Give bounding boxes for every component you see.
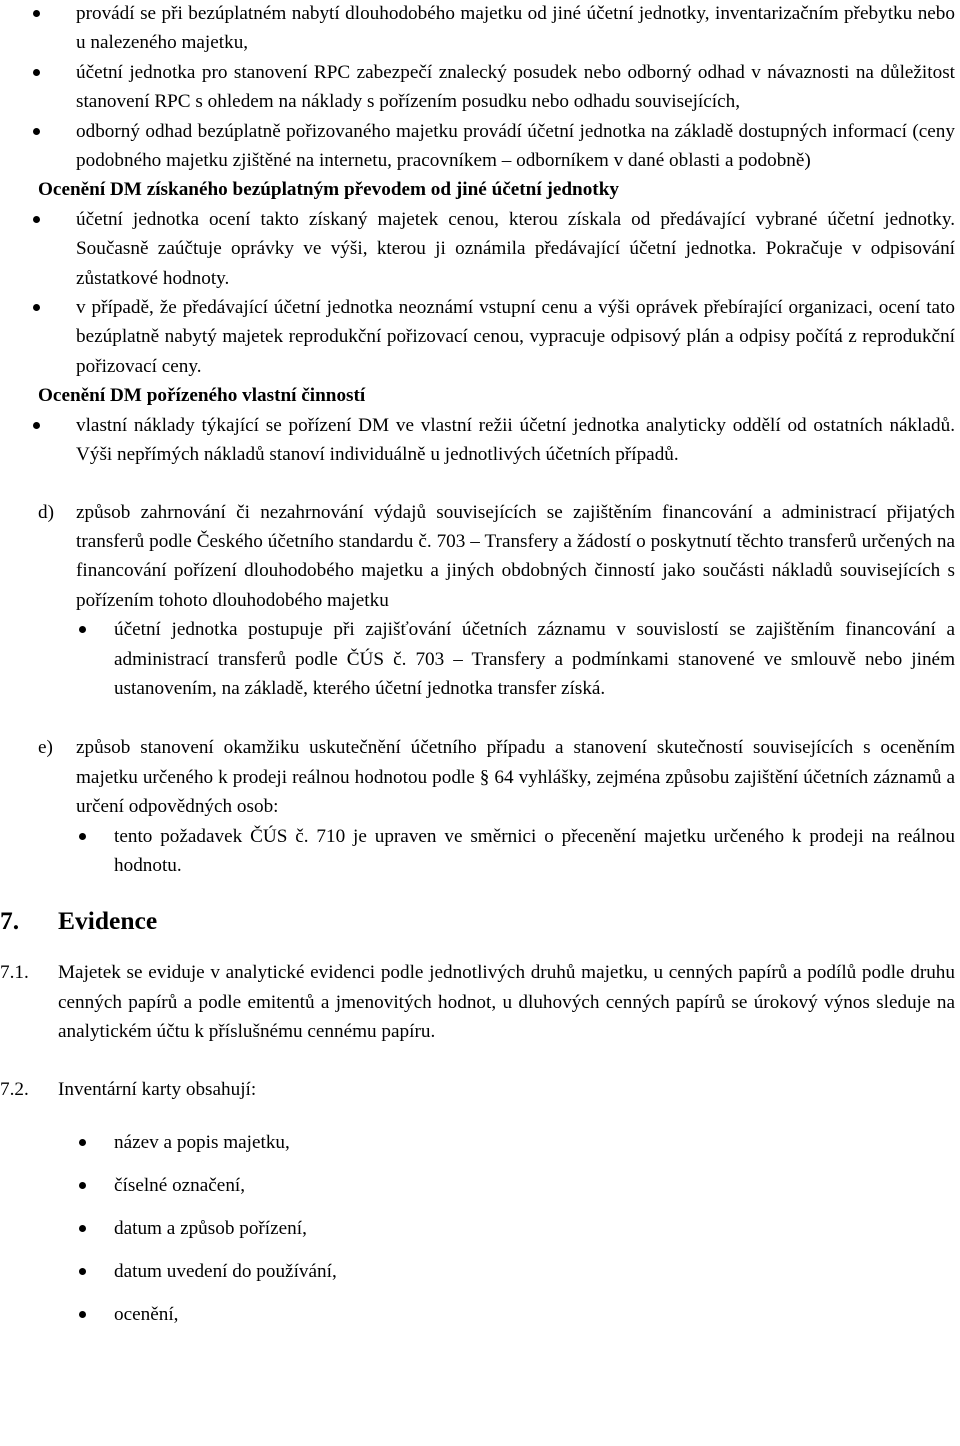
list-item-text: název a popis majetku,: [114, 1132, 290, 1153]
list-item-text: ocenění,: [114, 1304, 179, 1325]
list-item: [0, 615, 960, 703]
list-item: [0, 205, 960, 293]
list-item-text: účetní jednotka pro stanovení RPC zabezpečí znalecký posudek nebo odborný odhad v návaznosti na důležitost stanovení RPC s ohledem na náklady s pořízením posudku nebo odhadu souvisejících,: [76, 61, 955, 113]
list-item: [0, 1128, 960, 1171]
list-item-text: účetní jednotka ocení takto získaný majetek cenou, kterou získala od předávající vybrané účetní jednotky. Současně zaúčtuje oprávky ve výši, kterou ji oznámila předávající účetní jednotka. Pokračuje v odpisování zůstatkové hodnoty.: [76, 208, 955, 289]
list-item-text: tento požadavek ČÚS č. 710 je upraven ve směrnici o přecenění majetku určeného k prodeji na reálnou hodnotu.: [114, 825, 955, 876]
list-item: [0, 822, 960, 881]
bullet-icon: [33, 10, 40, 17]
list-item-text: odborný odhad bezúplatně pořizovaného majetku provádí účetní jednotka na základě dostupných informací (ceny podobného majetku zjištěné na internetu, pracovníkem – odborníkem v dané oblasti a podobně): [76, 120, 955, 172]
item-label: e): [38, 737, 53, 759]
list-item: [0, 1214, 960, 1257]
list-item-text: datum a způsob pořízení,: [114, 1218, 307, 1239]
list-item: [0, 411, 960, 470]
item-d-bullet-list: [0, 615, 960, 703]
list-item: [0, 1171, 960, 1214]
paragraph-7-2: [0, 1075, 960, 1104]
bullet-icon: [79, 626, 86, 633]
section-title-text: Evidence: [58, 906, 158, 936]
paragraph-text: Majetek se eviduje v analytické evidenci podle jednotlivých druhů majetku, u cenných papírů a podílů podle druhu cenných papírů a podle emitentů a jmenovitých hodnot, u dluhových cenných papírů se úrokový výnos sleduje na analytickém účtu k příslušnému cennému papíru.: [58, 962, 955, 1043]
inventory-card-list: [0, 1128, 960, 1343]
lettered-item-d: [0, 498, 960, 616]
bullet-icon: [79, 1182, 86, 1189]
item-text: způsob stanovení okamžiku uskutečnění účetního případu a stanovení skutečností souvisejících s oceněním majetku určeného k prodeji reálnou hodnotou podle § 64 vyhlášky, zejména způsobu zajištění účetních záznamů a určení odpovědných osob:: [76, 737, 955, 818]
bullet-icon: [79, 1139, 86, 1146]
section-number: 7.: [0, 906, 20, 936]
paragraph-number: 7.2.: [0, 1078, 29, 1100]
bullet-icon: [79, 833, 86, 840]
list-item: [0, 0, 960, 58]
bullet-icon: [33, 304, 40, 311]
item-e-bullet-list: [0, 822, 960, 881]
list-item-text: číselné označení,: [114, 1175, 246, 1196]
list-item: [0, 1300, 960, 1343]
heading1-bullet-list: [0, 205, 960, 381]
item-text: způsob zahrnování či nezahrnování výdajů souvisejících se zajištěním financování a administrací přijatých transferů podle Českého účetního standardu č. 703 – Transfery a žádostí o poskytnutí těchto transferů určených na financování pořízení dlouhodobého majetku a jiných obdobných činností jako součásti nákladů souvisejících s pořízením tohoto dlouhodobého majetku: [76, 501, 955, 611]
list-item: [0, 293, 960, 381]
list-item: [0, 117, 960, 176]
list-item: [0, 1257, 960, 1300]
list-item: [0, 58, 960, 117]
heading2-bullet-list: [0, 411, 960, 470]
paragraph-number: 7.1.: [0, 962, 29, 984]
section-heading: Ocenění DM pořízeného vlastní činností: [38, 385, 366, 407]
bullet-icon: [33, 69, 40, 76]
bullet-icon: [33, 422, 40, 429]
bullet-icon: [79, 1225, 86, 1232]
bullet-icon: [79, 1311, 86, 1318]
bullet-icon: [33, 216, 40, 223]
bullet-icon: [79, 1268, 86, 1275]
intro-bullet-list: [0, 0, 960, 175]
bullet-icon: [33, 128, 40, 135]
list-item-text: datum uvedení do používání,: [114, 1261, 337, 1282]
lettered-item-e: [0, 733, 960, 821]
list-item-text: v případě, že předávající účetní jednotka neoznámí vstupní cenu a výši oprávek přebírající organizaci, ocení tato bezúplatně nabytý majetek reprodukční pořizovací cenou, vypracuje odpisový plán a odpisy počítá z reprodukční pořizovací ceny.: [76, 297, 955, 377]
section-title: [0, 906, 960, 942]
list-item-text: vlastní náklady týkající se pořízení DM ve vlastní režii účetní jednotka analyticky oddělí od ostatních nákladů. Výši nepřímých nákladů stanoví individuálně u jednotlivých účetních případů.: [76, 414, 955, 466]
paragraph-text: Inventární karty obsahují:: [58, 1078, 257, 1100]
list-item-text: provádí se při bezúplatném nabytí dlouhodobého majetku od jiné účetní jednotky, inventarizačním přebytku nebo u nalezeného majetku,: [76, 3, 955, 54]
list-item-text: účetní jednotka postupuje při zajišťování účetních záznamu v souvislostí se zajištěním financování a administrací transferů podle ČÚS č. 703 – Transfery a podmínkami stanovené ve smlouvě nebo jiném ustanovením, na základě, kterého účetní jednotka transfer získá.: [114, 619, 955, 699]
section-heading: Ocenění DM získaného bezúplatným převodem od jiné účetní jednotky: [38, 179, 619, 201]
item-label: d): [38, 501, 54, 523]
paragraph-7-1: [0, 958, 960, 1046]
